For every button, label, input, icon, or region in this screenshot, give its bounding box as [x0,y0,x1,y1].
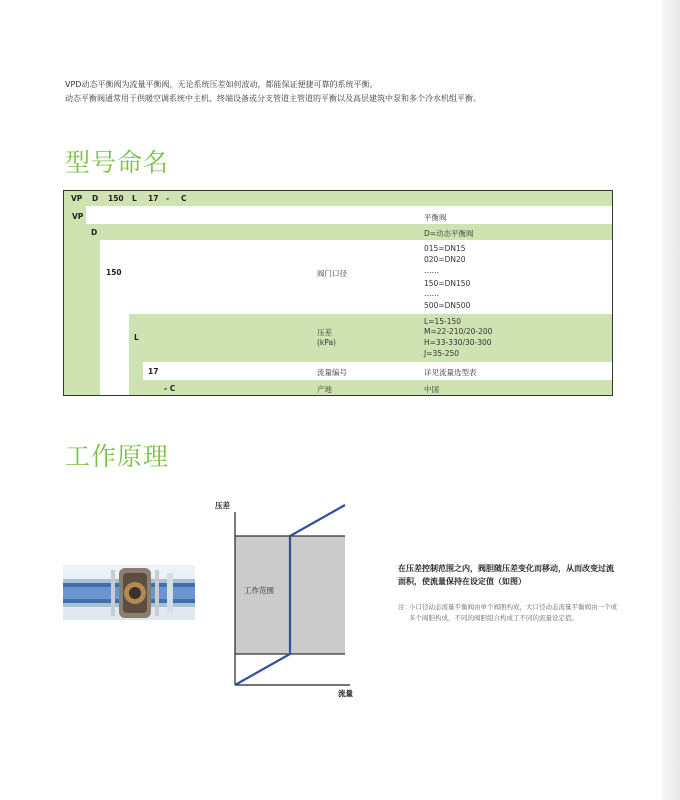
row-vp-desc: 平衡阀 [424,213,447,222]
col-vp-band [64,206,86,396]
row-size-value-4: 150=DN150 [424,279,471,288]
row-origin-label: 产地 [317,385,332,394]
row-origin-code: - C [164,384,176,393]
note-label: 注： [398,603,411,611]
row-d-code: D [91,228,98,237]
working-range-label: 工作范围 [244,586,274,595]
note-text: 小口径动态流量平衡阀由单个阀胆构成，大口径动态流量平衡阀由一个或多个阀胆构成，不同的阀胆组合构成了不同的流量设定值。 [409,603,617,622]
header-band [64,191,613,206]
header-code-c: C [181,194,187,203]
header-code-size: 150 [108,194,124,203]
section-title-model-naming: 型号命名 [65,148,170,177]
y-axis-label: 压差 [215,501,230,510]
header-code-flow: 17 [148,194,159,203]
row-origin-desc: 中国 [424,385,439,394]
row-d-desc: D=动态平衡阀 [424,229,474,238]
header-code-vp: VP [71,194,83,203]
working-range-chart [200,495,375,705]
row-size-value-1: 015=DN15 [424,244,466,253]
col-l-band [129,362,143,396]
intro-text [65,78,481,106]
row-size-value-2: 020=DN20 [424,255,466,264]
valve-cutaway-image [63,565,195,620]
section-title-working-principle: 工作原理 [65,442,170,471]
row-l-value-2: M=22-210/20-200 [424,327,493,336]
row-size-label: 阀门口径 [317,269,347,278]
row-l-code: L [134,333,139,342]
model-naming-table [63,190,613,396]
col-d-band [86,240,100,396]
row-flow-label: 流量编号 [317,368,347,377]
page-edge-shade [662,0,680,800]
header-code-d: D [92,194,99,203]
x-axis-label: 流量 [338,689,353,698]
row-l-value-3: H=33-330/30-300 [424,338,492,347]
principle-note [398,602,618,624]
row-l-value-1: L=15-150 [424,317,462,326]
header-code-dash: - [166,194,170,203]
row-vp-code: VP [72,212,84,221]
row-l-value-4: J=35-250 [424,349,460,358]
row-size-value-3: …… [424,266,439,275]
intro-line-1: VPD动态平衡阀为流量平衡阀，无论系统压差如何波动，都能保证便捷可靠的系统平衡。 [65,80,378,89]
row-origin-band [143,380,613,396]
row-d-band [86,224,613,240]
row-size-code: 150 [106,268,122,277]
row-size-value-5: …… [424,289,439,298]
row-flow-code: 17 [148,367,159,376]
intro-line-2: 动态平衡阀通常用于供暖空调系统中主机、终端设备或分支管道主管道的平衡以及高层建筑中泵和多个冷水机组平衡。 [65,94,481,103]
row-l-label-1: 压差 [317,328,332,337]
row-l-label-2: (kPa) [317,338,336,347]
row-size-value-6: 500=DN500 [424,301,471,310]
header-code-l: L [132,194,137,203]
row-l-band [129,314,613,362]
row-flow-desc: 详见流量选型表 [424,368,477,377]
principle-description: 在压差控制范围之内，阀胆随压差变化而移动，从而改变过流面积，使流量保持在设定值（如图） [398,564,614,586]
